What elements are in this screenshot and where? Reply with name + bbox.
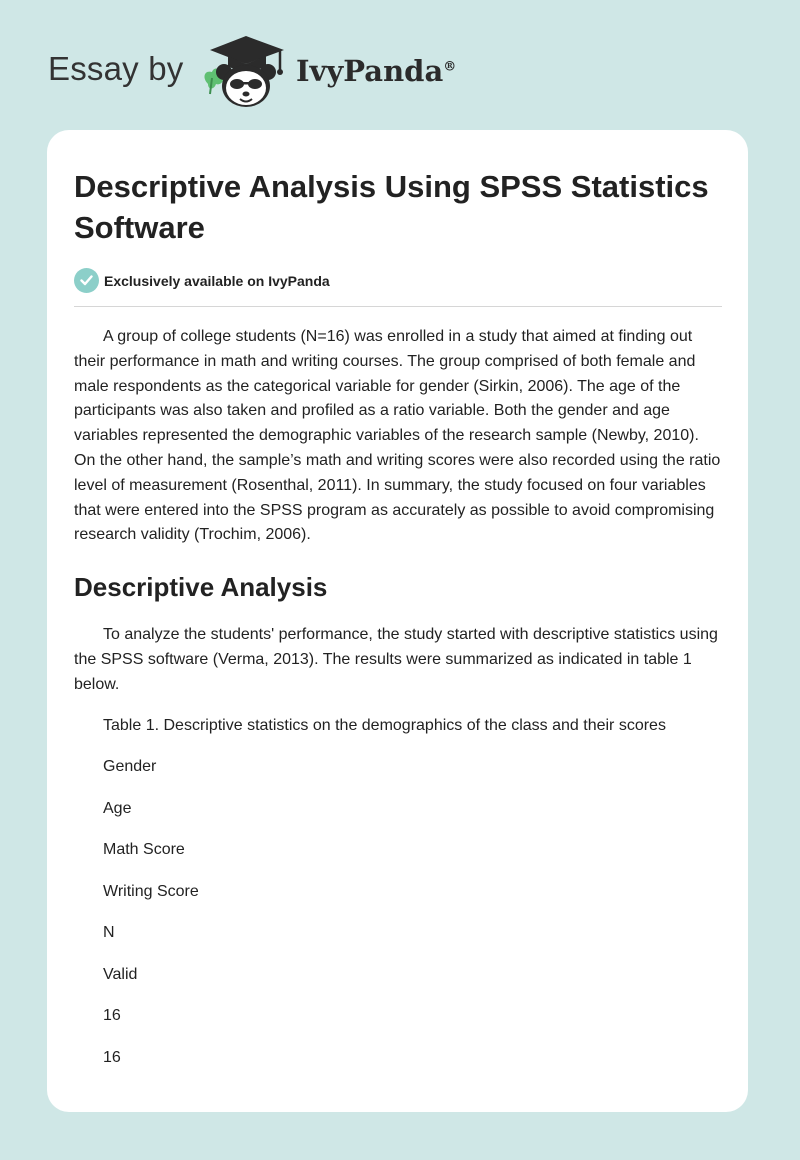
registered-mark: ®	[443, 59, 457, 75]
essay-card	[47, 130, 748, 1112]
table-line: 16	[103, 1048, 121, 1066]
table-line: Math Score	[103, 841, 185, 859]
table-caption: Table 1. Descriptive statistics on the demographics of the class and their scores	[103, 716, 666, 734]
brand-header[interactable]	[48, 34, 528, 114]
panda-graduation-cap-icon	[200, 34, 290, 110]
table-line: Valid	[103, 965, 138, 983]
table-line: N	[103, 924, 115, 942]
section-heading: Descriptive Analysis	[74, 572, 328, 603]
table-line: Gender	[103, 758, 157, 776]
brand-name	[296, 54, 456, 88]
table-line: Writing Score	[103, 882, 199, 900]
exclusive-badge-text: Exclusively available on IvyPanda	[104, 272, 330, 289]
table-line: Age	[103, 799, 132, 817]
page-title: Descriptive Analysis Using SPSS Statistics Software	[74, 169, 709, 245]
brand-prefix: Essay by	[48, 50, 184, 87]
table-content	[74, 714, 722, 1070]
check-icon	[74, 268, 99, 293]
exclusive-badge	[74, 268, 722, 307]
section-paragraph: To analyze the students' performance, the study started with descriptive statistics using the SPSS software (Verma, 2013). The results were summarized as indicated in table 1 below.	[74, 626, 718, 693]
brand-name-text: IvyPanda	[296, 54, 444, 88]
intro-paragraph: A group of college students (N=16) was enrolled in a study that aimed at finding out their performance in math and writing courses. The group comprised of both female and male respondents as the categorical variable for gender (Sirkin, 2006). The age of the participants was also taken and profiled as a ratio variable. Both the gender and age variables represented the demographic variables of the research sample (Newby, 2010). On the other hand, the sample’s math and writing scores were also recorded using the ratio level of measurement (Rosenthal, 2011). In summary, the study focused on four variables that were entered into the SPSS program as accurately as possible to avoid compromising research validity (Trochim, 2006).	[74, 328, 721, 544]
table-line: 16	[103, 1007, 121, 1025]
